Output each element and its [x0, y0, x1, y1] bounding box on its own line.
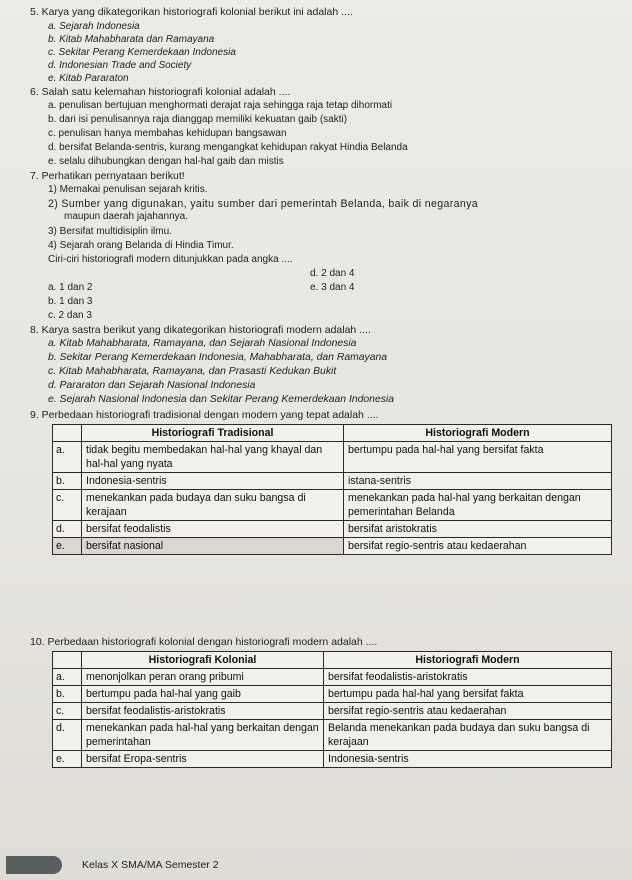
q10-row-b	[53, 686, 612, 703]
q8-stem: 8. Karya sastra berikut yang dikategorikan historiografi modern adalah ....	[30, 324, 371, 336]
q7-option-c: c. 2 dan 3	[48, 310, 92, 321]
q9-row-right: bersifat regio-sentris atau kedaerahan	[344, 538, 612, 555]
q9-row-label: d.	[53, 521, 82, 538]
q10-row-right: bersifat regio-sentris atau kedaerahan	[324, 703, 612, 720]
q7-stem: 7. Perhatikan pernyataan berikut!	[30, 170, 185, 182]
q10-row-right: bersifat feodalistis-aristokratis	[324, 669, 612, 686]
q10-row-left: bertumpu pada hal-hal yang gaib	[82, 686, 324, 703]
q10-row-right: bertumpu pada hal-hal yang bersifat fakta	[324, 686, 612, 703]
q6-option-c: c. penulisan hanya membahas kehidupan bangsawan	[48, 128, 287, 139]
q5-stem: 5. Karya yang dikategorikan historiografi kolonial berikut ini adalah ....	[30, 6, 353, 18]
q9-row-label: a.	[53, 442, 82, 473]
footer-page-badge	[6, 856, 62, 874]
q10-row-left: menonjolkan peran orang pribumi	[82, 669, 324, 686]
q10-row-right: Indonesia-sentris	[324, 751, 612, 768]
q9-row-label: b.	[53, 473, 82, 490]
q9-row-left: Indonesia-sentris	[82, 473, 344, 490]
q10-row-right: Belanda menekankan pada budaya dan suku bangsa di kerajaan	[324, 720, 612, 751]
q10-row-label: e.	[53, 751, 82, 768]
q9-row-a	[53, 442, 612, 473]
q7-option-e: e. 3 dan 4	[310, 282, 355, 293]
q9-row-left: bersifat feodalistis	[82, 521, 344, 538]
q7-option-d: d. 2 dan 4	[310, 268, 355, 279]
q10-row-label: b.	[53, 686, 82, 703]
q10-row-d	[53, 720, 612, 751]
q9-row-label: e.	[53, 538, 82, 555]
q10-row-left: bersifat Eropa-sentris	[82, 751, 324, 768]
q7-option-a: a. 1 dan 2	[48, 282, 93, 293]
q9-row-left: menekankan pada budaya dan suku bangsa di kerajaan	[82, 490, 344, 521]
q10-row-a	[53, 669, 612, 686]
q6-option-b: b. dari isi penulisannya raja dianggap memiliki kekuatan gaib (sakti)	[48, 114, 348, 125]
q10-row-left: bersifat feodalistis-aristokratis	[82, 703, 324, 720]
q9-row-label: c.	[53, 490, 82, 521]
q10-row-label: a.	[53, 669, 82, 686]
q7-statement-3: 3) Bersifat multidisiplin ilmu.	[48, 226, 172, 237]
q9-row-right: istana-sentris	[344, 473, 612, 490]
q6-option-e: e. selalu dihubungkan dengan hal-hal gaib dan mistis	[48, 156, 284, 167]
q10-stem: 10. Perbedaan historiografi kolonial dengan historiografi modern adalah ....	[30, 636, 378, 648]
q9-header-left: Historiografi Tradisional	[82, 425, 344, 442]
q10-table	[52, 651, 612, 768]
q8-option-e: e. Sejarah Nasional Indonesia dan Sekitar Perang Kemerdekaan Indonesia	[48, 394, 395, 405]
q9-corner-cell	[53, 425, 82, 442]
q8-option-b: b. Sekitar Perang Kemerdekaan Indonesia, Mahabharata, dan Ramayana	[48, 352, 388, 363]
q5-option-d: d. Indonesian Trade and Society	[48, 60, 192, 71]
q9-header-right: Historiografi Modern	[344, 425, 612, 442]
q9-row-left: bersifat nasional	[82, 538, 344, 555]
q5-option-b: b. Kitab Mahabharata dan Ramayana	[48, 34, 215, 45]
q10-header-right: Historiografi Modern	[324, 652, 612, 669]
q9-table	[52, 424, 612, 555]
q10-row-e	[53, 751, 612, 768]
q9-row-left: tidak begitu membedakan hal-hal yang khayal dan hal-hal yang nyata	[82, 442, 344, 473]
q5-option-e: e. Kitab Pararaton	[48, 73, 129, 84]
q9-row-d	[53, 521, 612, 538]
q5-option-a: a. Sejarah Indonesia	[48, 21, 140, 32]
q9-row-b	[53, 473, 612, 490]
q10-header-left: Historiografi Kolonial	[82, 652, 324, 669]
q6-option-d: d. bersifat Belanda-sentris, kurang mengangkat kehidupan rakyat Hindia Belanda	[48, 142, 408, 153]
q9-row-right: bersifat aristokratis	[344, 521, 612, 538]
q10-row-left: menekankan pada hal-hal yang berkaitan dengan pemerintahan	[82, 720, 324, 751]
q10-corner-cell	[53, 652, 82, 669]
q10-row-label: d.	[53, 720, 82, 751]
q9-row-e	[53, 538, 612, 555]
q5-option-c: c. Sekitar Perang Kemerdekaan Indonesia	[48, 47, 236, 58]
q8-option-a: a. Kitab Mahabharata, Ramayana, dan Sejarah Nasional Indonesia	[48, 338, 357, 349]
q7-statement-4: 4) Sejarah orang Belanda di Hindia Timur.	[48, 240, 234, 251]
q7-statement-2: 2) Sumber yang digunakan, yaitu sumber dari pemerintah Belanda, baik di negaranya	[48, 198, 478, 210]
q9-stem: 9. Perbedaan historiografi tradisional dengan modern yang tepat adalah ....	[30, 409, 379, 421]
q7-option-b: b. 1 dan 3	[48, 296, 93, 307]
q9-row-c	[53, 490, 612, 521]
q7-statement-1: 1) Memakai penulisan sejarah kritis.	[48, 184, 208, 195]
footer-caption: Kelas X SMA/MA Semester 2	[82, 859, 219, 871]
q10-row-label: c.	[53, 703, 82, 720]
q6-stem: 6. Salah satu kelemahan historiografi kolonial adalah ....	[30, 86, 291, 98]
q8-option-d: d. Pararaton dan Sejarah Nasional Indonesia	[48, 380, 256, 391]
q9-row-right: bertumpu pada hal-hal yang bersifat fakta	[344, 442, 612, 473]
q7-statement-2-cont: maupun daerah jajahannya.	[64, 211, 188, 222]
q6-option-a: a. penulisan bertujuan menghormati derajat raja sehingga raja tetap dihormati	[48, 100, 393, 111]
q9-row-right: menekankan pada hal-hal yang berkaitan dengan pemerintahan Belanda	[344, 490, 612, 521]
q8-option-c: c. Kitab Mahabharata, Ramayana, dan Prasasti Kedukan Bukit	[48, 366, 337, 377]
q10-row-c	[53, 703, 612, 720]
q7-prompt: Ciri-ciri historiografi modern ditunjukkan pada angka ....	[48, 254, 293, 265]
